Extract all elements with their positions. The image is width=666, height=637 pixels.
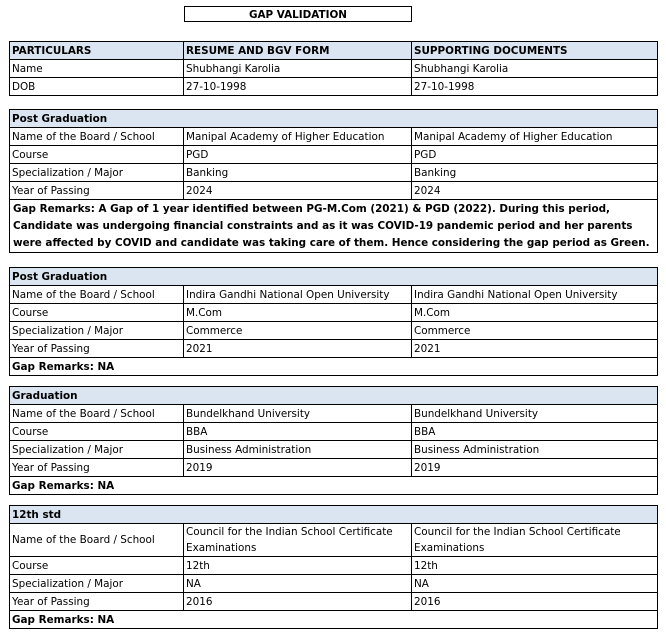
resume-value: NA bbox=[184, 575, 412, 593]
education-section-graduation bbox=[9, 386, 658, 495]
resume-value: Manipal Academy of Higher Education bbox=[184, 128, 412, 146]
gap-remarks: Gap Remarks: NA bbox=[10, 358, 658, 376]
row-label: DOB bbox=[10, 78, 184, 96]
table-row bbox=[10, 405, 658, 423]
document-value: Banking bbox=[412, 164, 658, 182]
resume-value: 2019 bbox=[184, 459, 412, 477]
resume-value: Business Administration bbox=[184, 441, 412, 459]
table-row bbox=[10, 340, 658, 358]
table-row bbox=[10, 60, 658, 78]
resume-value: Shubhangi Karolia bbox=[184, 60, 412, 78]
row-label: Name bbox=[10, 60, 184, 78]
resume-value: Council for the Indian School Certificate Examinations bbox=[184, 524, 412, 557]
education-section-post-graduation-mcom bbox=[9, 267, 658, 376]
document-value: 27-10-1998 bbox=[412, 78, 658, 96]
document-value: Council for the Indian School Certificate Examinations bbox=[412, 524, 658, 557]
table-row bbox=[10, 423, 658, 441]
row-label: Specialization / Major bbox=[10, 322, 184, 340]
row-label: Course bbox=[10, 304, 184, 322]
document-value: Manipal Academy of Higher Education bbox=[412, 128, 658, 146]
education-section-12th-std bbox=[9, 505, 658, 629]
table-row bbox=[10, 286, 658, 304]
document-value: M.Com bbox=[412, 304, 658, 322]
education-section-post-graduation-pgd bbox=[9, 109, 658, 253]
table-row bbox=[10, 459, 658, 477]
row-label: Year of Passing bbox=[10, 593, 184, 611]
page-title: GAP VALIDATION bbox=[184, 6, 412, 22]
table-row bbox=[10, 78, 658, 96]
row-label: Course bbox=[10, 146, 184, 164]
resume-value: 2021 bbox=[184, 340, 412, 358]
resume-value: Bundelkhand University bbox=[184, 405, 412, 423]
row-label: Course bbox=[10, 557, 184, 575]
table-row bbox=[10, 322, 658, 340]
table-header-row bbox=[10, 42, 658, 60]
resume-value: PGD bbox=[184, 146, 412, 164]
particulars-table bbox=[9, 41, 658, 96]
document-value: 2024 bbox=[412, 182, 658, 200]
row-label: Specialization / Major bbox=[10, 164, 184, 182]
resume-value: Banking bbox=[184, 164, 412, 182]
table-row bbox=[10, 146, 658, 164]
resume-value: M.Com bbox=[184, 304, 412, 322]
row-label: Course bbox=[10, 423, 184, 441]
row-label: Year of Passing bbox=[10, 340, 184, 358]
document-value: Commerce bbox=[412, 322, 658, 340]
row-label: Name of the Board / School bbox=[10, 286, 184, 304]
table-row bbox=[10, 164, 658, 182]
row-label: Name of the Board / School bbox=[10, 524, 184, 557]
resume-value: Indira Gandhi National Open University bbox=[184, 286, 412, 304]
table-row bbox=[10, 182, 658, 200]
resume-value: Commerce bbox=[184, 322, 412, 340]
resume-value: 2024 bbox=[184, 182, 412, 200]
document-value: 12th bbox=[412, 557, 658, 575]
row-label: Name of the Board / School bbox=[10, 128, 184, 146]
row-label: Year of Passing bbox=[10, 459, 184, 477]
table-row bbox=[10, 524, 658, 557]
section-heading: Post Graduation bbox=[10, 268, 658, 286]
column-header-documents: SUPPORTING DOCUMENTS bbox=[412, 42, 658, 60]
column-header-particulars: PARTICULARS bbox=[10, 42, 184, 60]
document-value: 2019 bbox=[412, 459, 658, 477]
gap-remarks: Gap Remarks: NA bbox=[10, 477, 658, 495]
document-value: Indira Gandhi National Open University bbox=[412, 286, 658, 304]
document-value: 2016 bbox=[412, 593, 658, 611]
resume-value: 12th bbox=[184, 557, 412, 575]
table-row bbox=[10, 304, 658, 322]
table-row bbox=[10, 575, 658, 593]
document-value: 2021 bbox=[412, 340, 658, 358]
row-label: Name of the Board / School bbox=[10, 405, 184, 423]
resume-value: 2016 bbox=[184, 593, 412, 611]
resume-value: BBA bbox=[184, 423, 412, 441]
document-value: PGD bbox=[412, 146, 658, 164]
document-value: Shubhangi Karolia bbox=[412, 60, 658, 78]
document-value: Business Administration bbox=[412, 441, 658, 459]
section-heading: Post Graduation bbox=[10, 110, 658, 128]
table-row bbox=[10, 441, 658, 459]
table-row bbox=[10, 593, 658, 611]
table-row bbox=[10, 128, 658, 146]
row-label: Specialization / Major bbox=[10, 441, 184, 459]
gap-remarks: Gap Remarks: A Gap of 1 year identified between PG-M.Com (2021) & PGD (2022). During this period, Candidate was undergoing financial constraints and as it was COVID-19 pandemic period and her parents were affected by COVID and candidate was taking care of them. Hence considering the gap period as Green. bbox=[10, 200, 658, 253]
section-heading: 12th std bbox=[10, 506, 658, 524]
table-row bbox=[10, 557, 658, 575]
document-value: NA bbox=[412, 575, 658, 593]
row-label: Year of Passing bbox=[10, 182, 184, 200]
resume-value: 27-10-1998 bbox=[184, 78, 412, 96]
row-label: Specialization / Major bbox=[10, 575, 184, 593]
document-value: Bundelkhand University bbox=[412, 405, 658, 423]
document-value: BBA bbox=[412, 423, 658, 441]
section-heading: Graduation bbox=[10, 387, 658, 405]
gap-remarks: Gap Remarks: NA bbox=[10, 611, 658, 629]
column-header-resume: RESUME AND BGV FORM bbox=[184, 42, 412, 60]
